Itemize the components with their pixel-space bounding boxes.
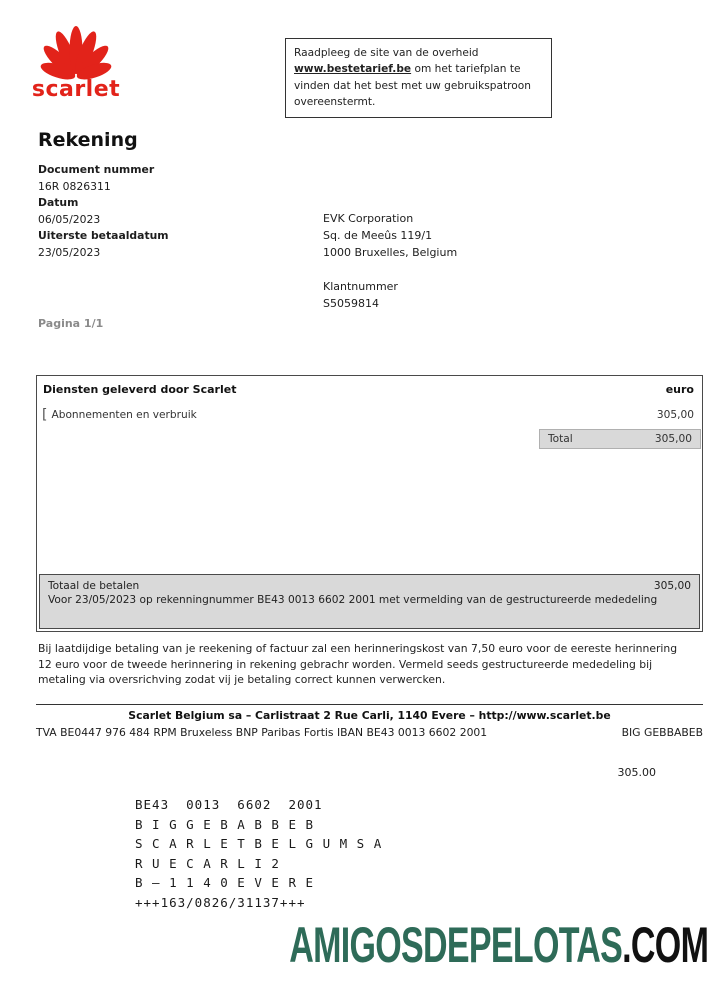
slip-iban-line: BE43 0013 6602 2001 <box>135 797 323 812</box>
amount-due-row <box>48 580 691 592</box>
bestetarief-link[interactable]: www.bestetarief.be <box>294 63 412 76</box>
slip-amount: 305.00 <box>617 766 656 779</box>
date-value: 06/05/2023 <box>38 212 101 226</box>
line-item-bracket: [ <box>42 407 48 423</box>
notice-text-after: om het tariefplan te vinden dat het best met uw gebruikspatroon overeenstermt. <box>294 63 531 109</box>
slip-beneficiary-line: S C A R L E T B E L G U M S A <box>135 836 383 851</box>
late-payment-notice: Bij laatdijdige betaling van je reekening of factuur zal een herinneringskost van 7,50 euro voor de eereste herinnering 12 euro voor de tweede herinnering in rekening gebrachr worden. Vermeld seeds gestructureerde mededeling bij metaling via oversrichving zodat vij je betaling correct kunnen verwercken. <box>38 642 678 686</box>
due-date-label: Uiterste betaaldatum <box>38 229 169 242</box>
service-line-item <box>37 398 702 422</box>
watermark <box>289 916 708 974</box>
payment-slip <box>135 795 382 912</box>
scarlet-hand-icon <box>35 22 117 80</box>
footer-divider <box>36 704 703 705</box>
document-number-value: 16R 0826311 <box>38 179 111 193</box>
slip-reference-line: +++163/0826/31137+++ <box>135 894 306 910</box>
recipient-address-block <box>323 210 457 312</box>
document-number-label: Document nummer <box>38 163 155 176</box>
services-header <box>37 376 702 398</box>
currency-header: euro <box>665 383 694 396</box>
subtotal-amount: 305,00 <box>654 433 692 445</box>
footer-vat-iban: TVA BE0447 976 484 RPM Bruxeless BNP Paribas Fortis IBAN BE43 0013 6602 2001 <box>36 726 488 739</box>
subtotal-row <box>539 429 701 449</box>
page-title: Rekening <box>38 129 138 151</box>
invoice-meta <box>38 162 169 261</box>
slip-city-line: B – 1 1 4 0 E V E R E <box>135 875 315 890</box>
watermark-name: AMIGOSDEPELOTAS <box>288 917 622 973</box>
services-title: Diensten geleverd door Scarlet <box>43 383 237 396</box>
scarlet-logo <box>28 22 124 102</box>
date-label: Datum <box>38 196 79 209</box>
page-number: Pagina 1/1 <box>38 317 104 330</box>
payment-instruction: Voor 23/05/2023 op rekenningnummer BE43 0013 6602 2001 met vermelding van de gestructureerde mededeling <box>48 594 658 606</box>
services-box <box>36 375 703 632</box>
footer-legal-line <box>36 726 703 739</box>
amount-due-label: Totaal de betalen <box>48 580 140 592</box>
slip-bic-line: B I G G E B A B B E B <box>135 816 315 832</box>
customer-number-label: Klantnummer <box>323 280 398 293</box>
due-date-value: 23/05/2023 <box>38 245 101 259</box>
line-item-label: Abonnementen en verbruik <box>51 409 197 421</box>
recipient-name: EVK Corporation <box>323 212 414 225</box>
amount-due-value: 305,00 <box>653 580 691 592</box>
recipient-street: Sq. de Meeûs 119/1 <box>323 229 433 242</box>
footer-bic: BIG GEBBABEB <box>621 726 703 739</box>
slip-street-line: R U E C A R L I 2 <box>135 855 280 871</box>
line-item-amount: 305,00 <box>656 409 694 421</box>
recipient-city: 1000 Bruxelles, Belgium <box>323 246 458 259</box>
amount-due-box <box>39 574 700 629</box>
notice-text-before: Raadpleeg de site van de overheid <box>294 47 479 59</box>
tariff-notice-box <box>285 38 552 118</box>
scarlet-logo-text: scarlet <box>31 77 121 102</box>
subtotal-label: Total <box>548 433 573 445</box>
watermark-tld: .COM <box>621 917 708 973</box>
footer-company-line: Scarlet Belgium sa – Carlistraat 2 Rue Carli, 1140 Evere – http://www.scarlet.be <box>128 709 611 722</box>
customer-number-value: S5059814 <box>323 297 379 310</box>
